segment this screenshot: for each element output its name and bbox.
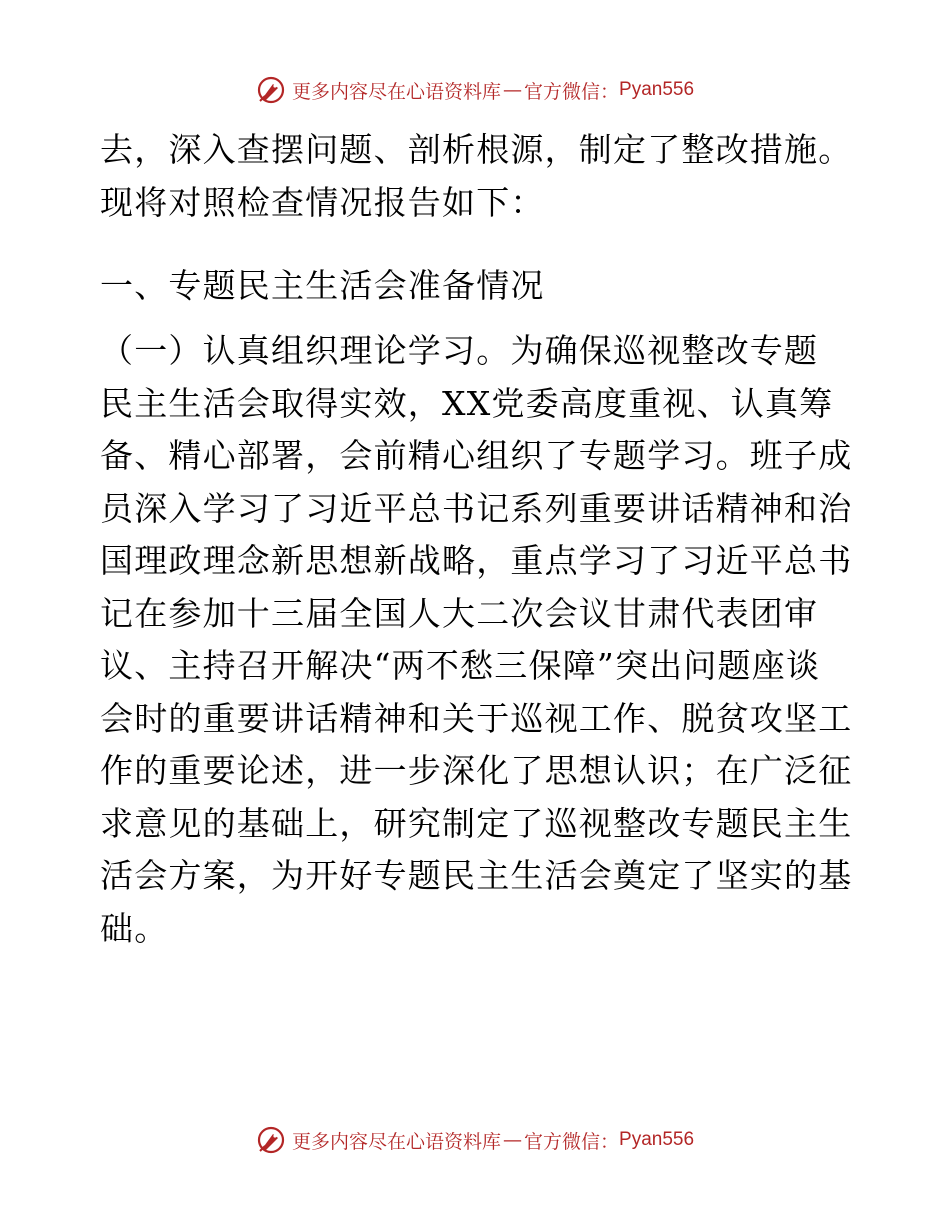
paragraph-line: 备、精心部署，会前精心组织了专题学习。班子成 (100, 436, 853, 475)
footer-banner (0, 1120, 950, 1160)
header-label: 官方微信 (523, 80, 600, 103)
pen-nib-logo-icon (256, 75, 286, 105)
paragraph-line: 民主生活会取得实效，XX党委高度重视、认真筹 (100, 383, 834, 423)
paragraph-line: 国理政理念新思想新战略，重点学习了习近平总书 (100, 541, 853, 580)
header-brand: 更多内容尽在心语资料库 (291, 80, 501, 103)
paragraph-line: 议、主持召开解决“两不愁三保障”突出问题座谈 (100, 646, 821, 685)
paragraph-line: 会时的重要讲话精神和关于巡视工作、脱贫攻坚工 (100, 698, 853, 738)
footer-colon: ： (600, 1130, 620, 1153)
header-banner (0, 70, 950, 110)
paragraph-line: 员深入学习了习近平总书记系列重要讲话精神和治 (100, 488, 853, 528)
header-dash: — (502, 79, 522, 101)
paragraph-line: 础。 (100, 908, 169, 948)
paragraph-line: 活会方案，为开好专题民主生活会奠定了坚实的基 (100, 856, 853, 895)
header-wechat-id: Pyan556 (619, 79, 695, 100)
footer-wechat-id: Pyan556 (619, 1129, 695, 1150)
intro-line: 去，深入查摆问题、剖析根源，制定了整改措施。 (100, 130, 853, 169)
header-colon: ： (600, 80, 620, 103)
paragraph-line: 作的重要论述，进一步深化了思想认识；在广泛征 (100, 751, 853, 790)
paragraph-line: 求意见的基础上，研究制定了巡视整改专题民主生 (100, 803, 853, 843)
footer-dash: — (502, 1129, 522, 1151)
paragraph-line: （一）认真组织理论学习。为确保巡视整改专题 (100, 331, 819, 370)
footer-brand: 更多内容尽在心语资料库 (291, 1130, 501, 1153)
section-heading: 一、专题民主生活会准备情况 (100, 266, 545, 305)
paragraph-line: 记在参加十三届全国人大二次会议甘肃代表团审 (100, 593, 819, 633)
intro-line: 现将对照检查情况报告如下： (100, 182, 545, 222)
body-text (100, 124, 860, 955)
pen-nib-logo-icon (256, 1125, 286, 1155)
footer-label: 官方微信 (523, 1130, 600, 1153)
